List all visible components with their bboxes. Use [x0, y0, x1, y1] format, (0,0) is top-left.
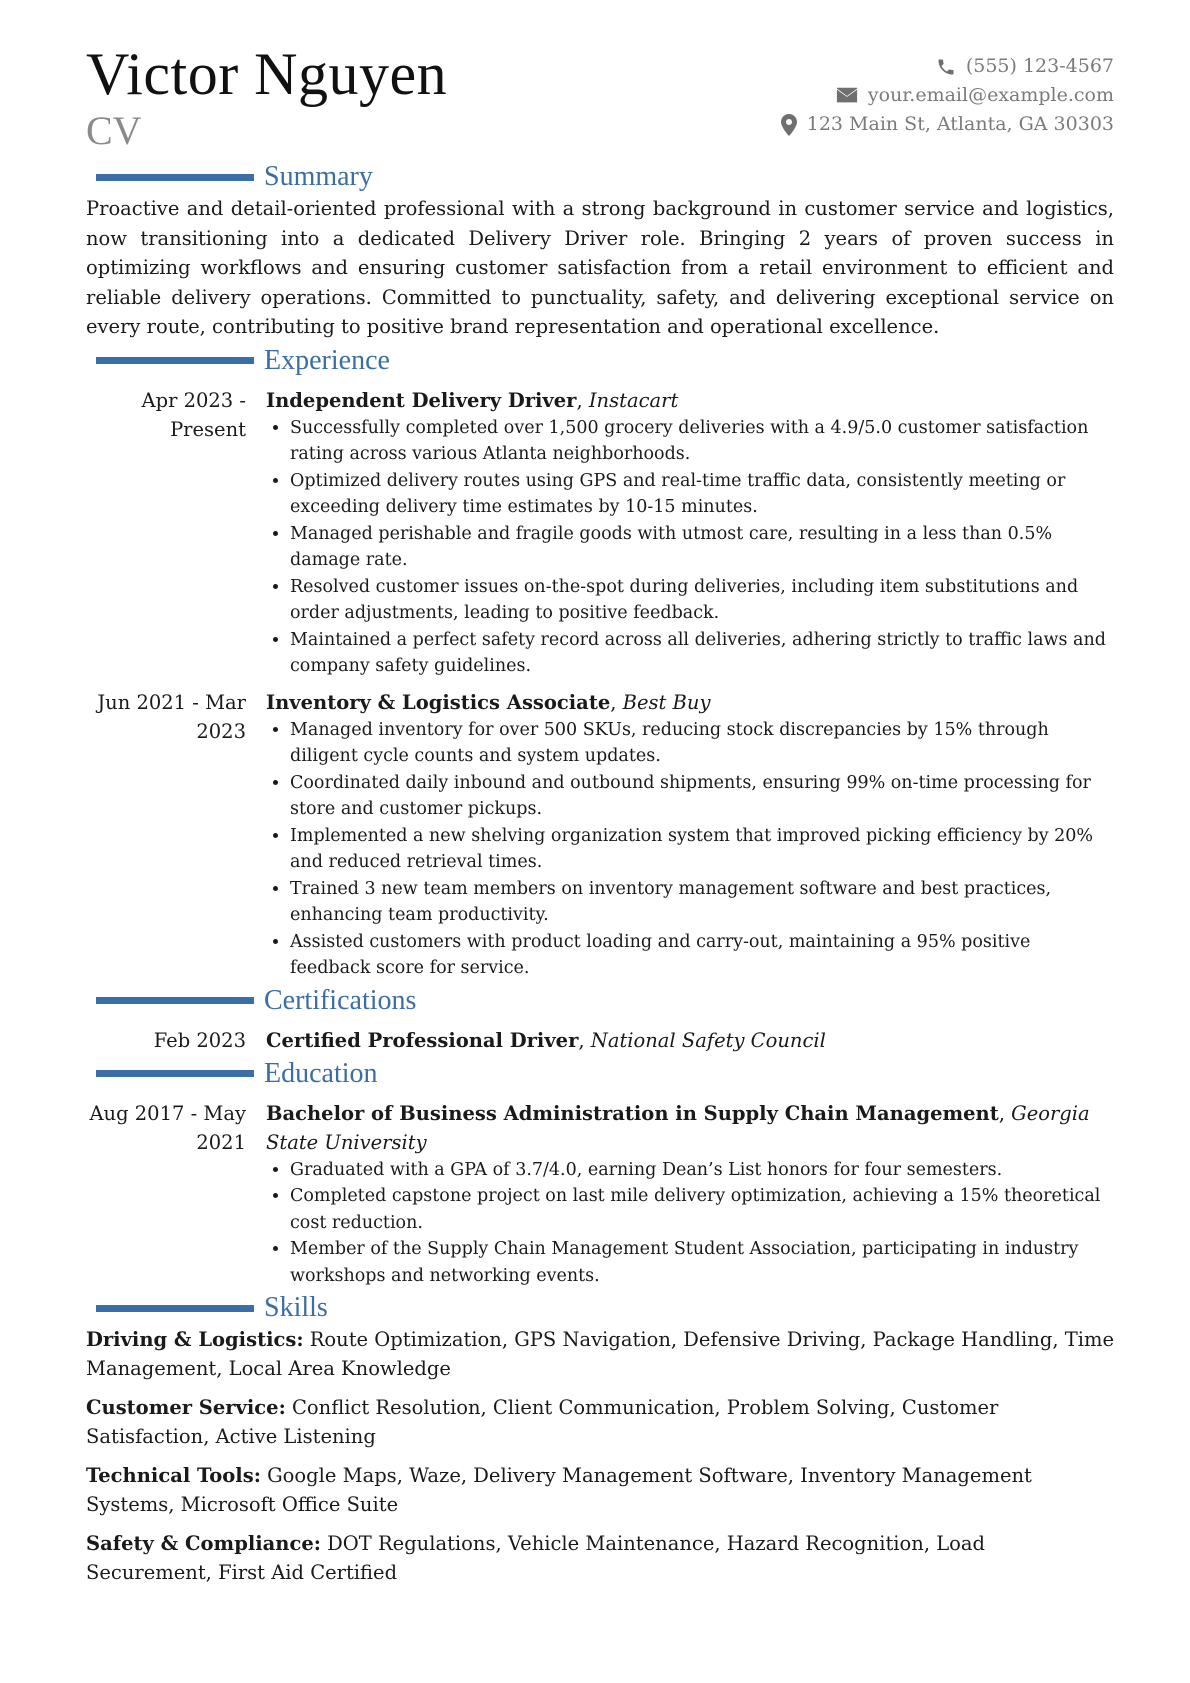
- education-section: [86, 1057, 1114, 1290]
- list-item: • Implemented a new shelving organization system that improved picking efficiency by 20% and reduced retrieval times.: [290, 823, 1114, 876]
- experience-entry: [86, 386, 1114, 680]
- skill-group-label: Technical Tools:: [86, 1464, 261, 1487]
- section-title-skills: Skills: [264, 1292, 328, 1323]
- entry-date: Apr 2023 - Present: [141, 388, 246, 441]
- street-address: 123 Main St, Atlanta, GA 30303: [806, 113, 1114, 135]
- entry-body: Inventory & Logistics Associate, Best Buy • Managed inventory for over 500 SKUs, reducing stock discrepancies by 15% through diligent cycle counts and system updates. • Coordinated daily inbound and outbound shipments, ensuring 99% on-time processing for store and customer pickups. • Implemented a new shelving organization system that improved picking efficiency by 20% and reduced retrieval times. • Trained 3 new team members on inventory management software and best practices, enhancing team productivity. • Assisted customers with product loading and carry-out, maintaining a 95% positive feedback score for service.: [266, 688, 1114, 982]
- section-title-certifications: Certifications: [264, 984, 417, 1016]
- entry-org: Instacart: [588, 388, 679, 412]
- section-title-summary: Summary: [264, 161, 373, 192]
- list-item: • Successfully completed over 1,500 grocery deliveries with a 4.9/5.0 customer satisfaction rating across various Atlanta neighborhoods.: [290, 415, 1114, 468]
- list-item: • Optimized delivery routes using GPS and real-time traffic data, consistently meeting or exceeding delivery time estimates by 10-15 minutes.: [290, 468, 1114, 521]
- skill-group: [86, 1529, 1114, 1587]
- entry-date: Jun 2021 - Mar 2023: [97, 690, 246, 743]
- resume-page: [86, 40, 1114, 1597]
- skills-section: [86, 1291, 1114, 1587]
- section-divider-bar: [96, 357, 254, 364]
- entry-bullets: [266, 1157, 1114, 1290]
- section-divider-bar: [96, 1070, 254, 1077]
- entry-body: Bachelor of Business Administration in Supply Chain Management, Georgia State University • Graduated with a GPA of 3.7/4.0, earning Dean’s List honors for four semesters. • Completed capstone project on last mile delivery optimization, achieving a 15% theoretical cost reduction. • Member of the Supply Chain Management Student Association, participating in industry workshops and networking events.: [266, 1099, 1114, 1290]
- section-title-education: Education: [264, 1057, 378, 1089]
- list-item: • Completed capstone project on last mile delivery optimization, achieving a 15% theoretical cost reduction.: [290, 1183, 1114, 1236]
- certifications-section: [86, 984, 1114, 1055]
- skill-group: [86, 1325, 1114, 1383]
- contact-email: [781, 81, 1114, 110]
- list-item: • Maintained a perfect safety record across all deliveries, adhering strictly to traffic laws and company safety guidelines.: [290, 627, 1114, 680]
- list-item: • Member of the Supply Chain Management Student Association, participating in industry workshops and networking events.: [290, 1236, 1114, 1289]
- entry-date: Aug 2017 - May 2021: [89, 1101, 246, 1154]
- summary-section: [86, 160, 1114, 342]
- entry-date: Feb 2023: [153, 1028, 246, 1052]
- list-item: • Managed perishable and fragile goods with utmost care, resulting in a less than 0.5% damage rate.: [290, 521, 1114, 574]
- entry-bullets: [266, 717, 1114, 982]
- section-heading: [86, 344, 1114, 378]
- candidate-name: Victor Nguyen: [86, 41, 448, 107]
- entry-role: Independent Delivery Driver: [266, 388, 577, 412]
- skill-group-items: Conflict Resolution, Client Communication, Problem Solving, Customer Satisfaction, Active Listening: [86, 1396, 999, 1448]
- education-entry: [86, 1099, 1114, 1290]
- skill-group-label: Customer Service:: [86, 1396, 286, 1419]
- document-subtitle: CV: [86, 108, 142, 153]
- entry-org: National Safety Council: [590, 1028, 826, 1052]
- list-item: • Trained 3 new team members on inventory management software and best practices, enhancing team productivity.: [290, 876, 1114, 929]
- phone-number[interactable]: (555) 123-4567: [965, 55, 1114, 77]
- entry-role: Inventory & Logistics Associate: [266, 690, 611, 714]
- skill-group-items: Google Maps, Waze, Delivery Management Software, Inventory Management Systems, Microsoft Office Suite: [86, 1464, 1032, 1516]
- phone-icon: [936, 57, 956, 77]
- summary-text: Proactive and detail-oriented professional with a strong background in customer service and logistics, now transitioning into a dedicated Delivery Driver role. Bringing 2 years of proven success in optimizing workflows and ensuring customer satisfaction from a retail environment to efficient and reliable delivery operations. Committed to punctuality, safety, and delivering exceptional service on every route, contributing to positive brand representation and operational excellence.: [86, 197, 1114, 338]
- entry-bullets: [266, 415, 1114, 680]
- map-marker-icon: [781, 114, 797, 136]
- list-item: • Coordinated daily inbound and outbound shipments, ensuring 99% on-time processing for store and customer pickups.: [290, 770, 1114, 823]
- entry-org: Best Buy: [622, 690, 711, 714]
- list-item: • Assisted customers with product loading and carry-out, maintaining a 95% positive feedback score for service.: [290, 929, 1114, 982]
- contact-phone: [781, 52, 1114, 81]
- entry-role: Bachelor of Business Administration in Supply Chain Management: [266, 1101, 999, 1125]
- entry-body: Certified Professional Driver, National Safety Council: [266, 1028, 826, 1052]
- certification-entry: [86, 1026, 1114, 1055]
- envelope-icon: [836, 87, 858, 105]
- section-divider-bar: [96, 997, 254, 1004]
- skill-group-label: Driving & Logistics:: [86, 1328, 304, 1351]
- contact-address: [781, 110, 1114, 139]
- experience-entry: [86, 688, 1114, 982]
- entry-body: Independent Delivery Driver, Instacart • Successfully completed over 1,500 grocery deliveries with a 4.9/5.0 customer satisfaction rating across various Atlanta neighborhoods. • Optimized delivery routes using GPS and real-time traffic data, consistently meeting or exceeding delivery time estimates by 10-15 minutes. • Managed perishable and fragile goods with utmost care, resulting in a less than 0.5% damage rate. • Resolved customer issues on-the-spot during deliveries, including item substitutions and order adjustments, leading to positive feedback. • Maintained a perfect safety record across all deliveries, adhering strictly to traffic laws and company safety guidelines.: [266, 386, 1114, 680]
- skill-group-label: Safety & Compliance:: [86, 1532, 321, 1555]
- section-heading: [86, 160, 1114, 194]
- section-heading: [86, 1057, 1114, 1091]
- entry-org: Georgia State University: [266, 1101, 1090, 1154]
- section-divider-bar: [96, 174, 254, 181]
- contact-block: [781, 52, 1114, 139]
- skill-group-items: DOT Regulations, Vehicle Maintenance, Hazard Recognition, Load Securement, First Aid Certified: [86, 1532, 986, 1584]
- list-item: • Graduated with a GPA of 3.7/4.0, earning Dean’s List honors for four semesters.: [290, 1157, 1114, 1184]
- entry-role: Certified Professional Driver: [266, 1028, 579, 1052]
- email-address[interactable]: your.email@example.com: [867, 84, 1114, 106]
- section-title-experience: Experience: [264, 344, 390, 376]
- skill-group-items: Route Optimization, GPS Navigation, Defensive Driving, Package Handling, Time Management, Local Area Knowledge: [86, 1328, 1114, 1380]
- section-heading: [86, 1291, 1114, 1325]
- skill-group: [86, 1461, 1114, 1519]
- section-divider-bar: [96, 1305, 254, 1312]
- section-heading: [86, 984, 1114, 1018]
- list-item: • Resolved customer issues on-the-spot during deliveries, including item substitutions and order adjustments, leading to positive feedback.: [290, 574, 1114, 627]
- experience-section: [86, 344, 1114, 982]
- resume-header: [86, 40, 1114, 158]
- list-item: • Managed inventory for over 500 SKUs, reducing stock discrepancies by 15% through diligent cycle counts and system updates.: [290, 717, 1114, 770]
- skill-group: [86, 1393, 1114, 1451]
